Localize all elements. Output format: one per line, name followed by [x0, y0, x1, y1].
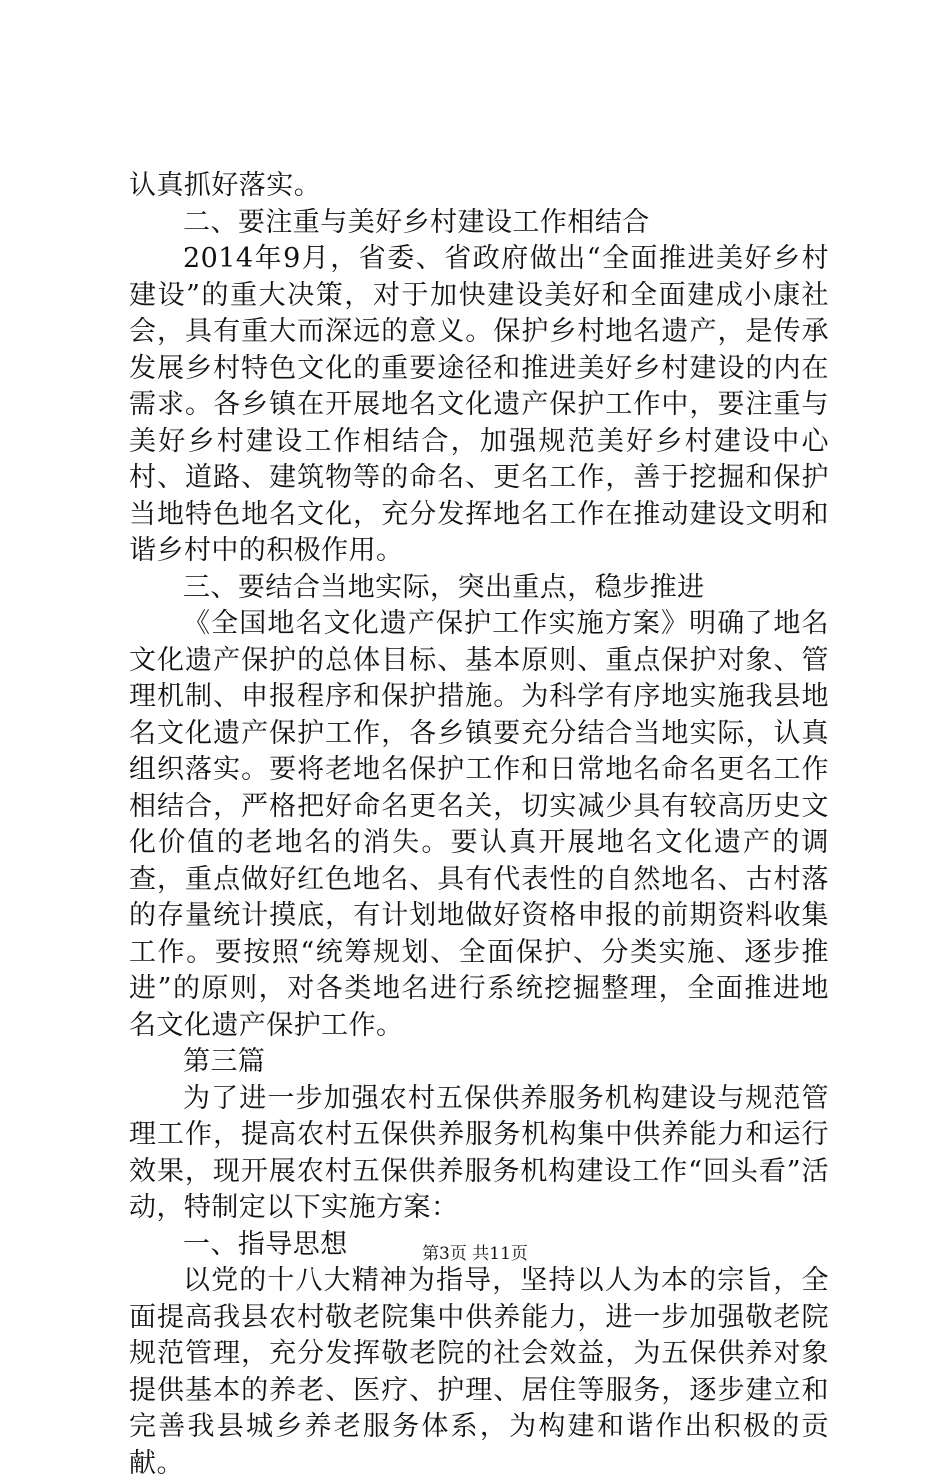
paragraph-section-2: 2014年9月，省委、省政府做出“全面推进美好乡村建设”的重大决策，对于加快建设美好和全面建成小康社会，具有重大而深远的意义。保护乡村地名遗产，是传承发展乡村特色文化的重要途径和推进美好乡村建设的内在需求。各乡镇在开展地名文化遗产保护工作中，要注重与美好乡村建设工作相结合，加强规范美好乡村建设中心村、道路、建筑物等的命名、更名工作，善于挖掘和保护当地特色地名文化，充分发挥地名工作在推动建设文明和谐乡村中的积极作用。	[129, 243, 829, 566]
paragraph-intro: 为了进一步加强农村五保供养服务机构建设与规范管理工作，提高农村五保供养服务机构集中供养能力和运行效果，现开展农村五保供养服务机构建设工作“回头看”活动，特制定以下实施方案：	[129, 1082, 829, 1223]
chapter-heading: 第三篇	[183, 1046, 266, 1077]
document-body	[129, 168, 829, 1482]
section-heading-3: 三、要结合当地实际，突出重点，稳步推进	[183, 571, 705, 603]
paragraph-guiding: 以党的十八大精神为指导，坚持以人为本的宗旨，全面提高我县农村敬老院集中供养能力，进一步加强敬老院规范管理，充分发挥敬老院的社会效益，为五保供养对象提供基本的养老、医疗、护理、居住等服务，逐步建立和完善我县城乡养老服务体系，为构建和谐作出积极的贡献。	[129, 1265, 829, 1479]
page-number-footer: 第3页 共11页	[422, 1244, 528, 1264]
paragraph-section-3: 《全国地名文化遗产保护工作实施方案》明确了地名文化遗产保护的总体目标、基本原则、重点保护对象、管理机制、申报程序和保护措施。为科学有序地实施我县地名文化遗产保护工作，各乡镇要充分结合当地实际，认真组织落实。要将老地名保护工作和日常地名命名更名工作相结合，严格把好命名更名关，切实减少具有较高历史文化价值的老地名的消失。要认真开展地名文化遗产的调查，重点做好红色地名、具有代表性的自然地名、古村落的存量统计摸底，有计划地做好资格申报的前期资料收集工作。要按照“统筹规划、全面保护、分类实施、逐步推进”的原则，对各类地名进行系统挖掘整理，全面推进地名文化遗产保护工作。	[129, 608, 829, 1041]
section-heading-2: 二、要注重与美好乡村建设工作相结合	[183, 206, 650, 238]
paragraph-continuation: 认真抓好落实。	[129, 170, 322, 201]
section-heading-guiding: 一、指导思想	[183, 1228, 348, 1260]
